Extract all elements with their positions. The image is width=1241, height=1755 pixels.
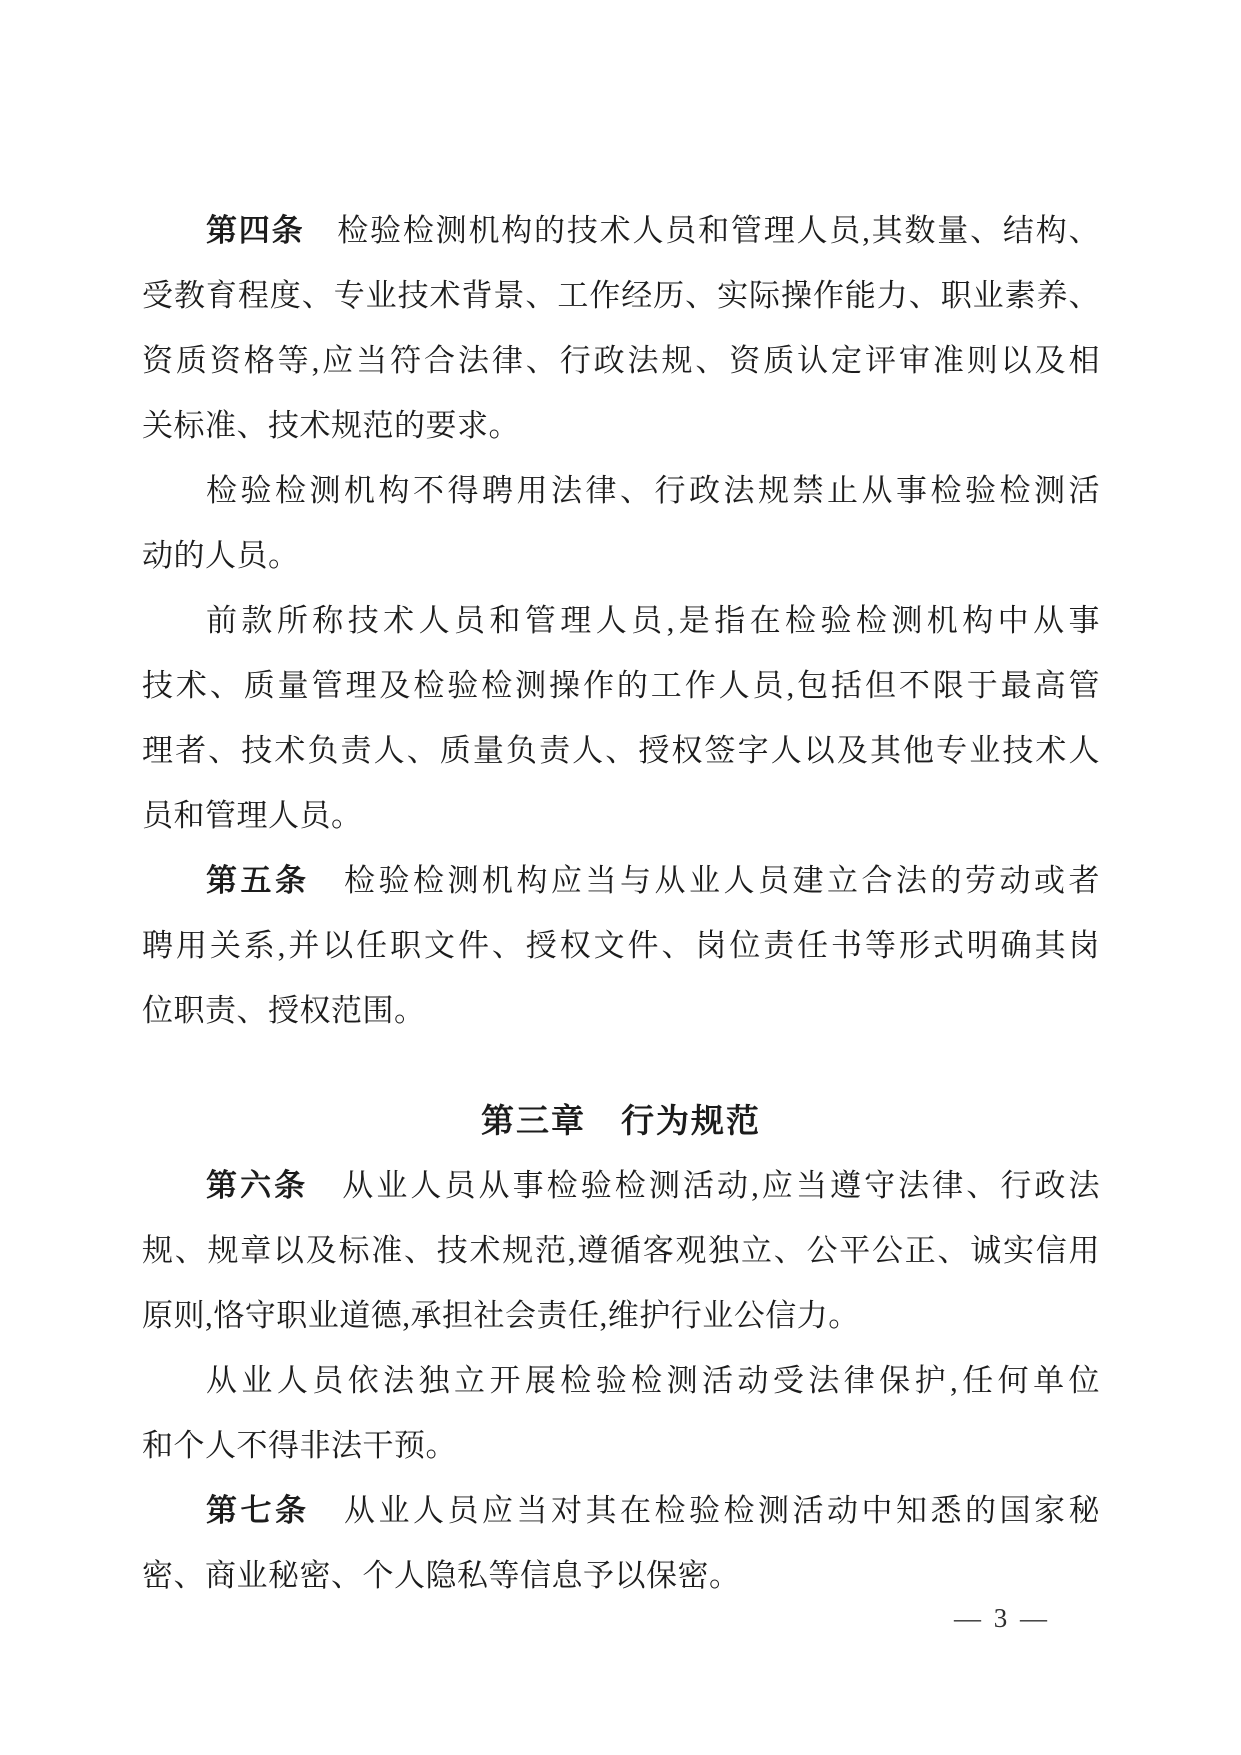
line-text: 原则,恪守职业道德,承担社会责任,维护行业公信力。 — [142, 1298, 860, 1333]
text-line — [142, 848, 1100, 913]
line-text: 技术、质量管理及检验检测操作的工作人员,包括但不限于最高管 — [142, 668, 1100, 703]
line-text: 从业人员从事检验检测活动,应当遵守法律、行政法 — [308, 1168, 1100, 1203]
line-text: 动的人员。 — [142, 538, 300, 573]
line-text: 从业人员依法独立开展检验检测活动受法律保护,任何单位 — [206, 1363, 1100, 1398]
line-text: 和个人不得非法干预。 — [142, 1428, 457, 1463]
line-text: 检验检测机构的技术人员和管理人员,其数量、结构、 — [304, 213, 1101, 248]
document-lines — [142, 198, 1100, 1608]
text-line — [142, 913, 1100, 978]
text-line — [142, 198, 1100, 263]
line-text: 受教育程度、专业技术背景、工作经历、实际操作能力、职业素养、 — [142, 278, 1100, 313]
text-line — [142, 1153, 1100, 1218]
text-line — [142, 523, 1100, 588]
line-text: 资质资格等,应当符合法律、行政法规、资质认定评审准则以及相 — [142, 343, 1100, 378]
line-text: 前款所称技术人员和管理人员,是指在检验检测机构中从事 — [206, 603, 1100, 638]
chapter-heading: 第三章 行为规范 — [481, 1102, 761, 1139]
text-line — [142, 978, 1100, 1043]
page-number: — 3 — — [954, 1603, 1050, 1633]
text-line — [142, 263, 1100, 328]
line-text: 检验检测机构不得聘用法律、行政法规禁止从事检验检测活 — [206, 473, 1100, 508]
text-line — [142, 653, 1100, 718]
line-text: 理者、技术负责人、质量负责人、授权签字人以及其他专业技术人 — [142, 733, 1100, 768]
text-line — [142, 1478, 1100, 1543]
text-line — [142, 1543, 1100, 1608]
line-text: 员和管理人员。 — [142, 798, 363, 833]
text-line — [142, 783, 1100, 848]
text-line — [142, 1413, 1100, 1478]
line-text: 规、规章以及标准、技术规范,遵循客观独立、公平公正、诚实信用 — [142, 1233, 1100, 1268]
article-number: 第七条 — [206, 1493, 310, 1528]
article-number: 第四条 — [206, 213, 305, 248]
text-line — [142, 458, 1100, 523]
line-text: 关标准、技术规范的要求。 — [142, 408, 520, 443]
article-number: 第五条 — [206, 863, 310, 898]
line-text: 密、商业秘密、个人隐私等信息予以保密。 — [142, 1558, 741, 1593]
text-line — [142, 328, 1100, 393]
text-line — [142, 718, 1100, 783]
line-text: 聘用关系,并以任职文件、授权文件、岗位责任书等形式明确其岗 — [142, 928, 1100, 963]
text-line — [142, 1218, 1100, 1283]
text-line — [142, 588, 1100, 653]
line-text: 检验检测机构应当与从业人员建立合法的劳动或者 — [309, 863, 1100, 898]
article-number: 第六条 — [206, 1168, 309, 1203]
text-line — [142, 1348, 1100, 1413]
line-text: 从业人员应当对其在检验检测活动中知悉的国家秘 — [309, 1493, 1100, 1528]
text-line — [142, 393, 1100, 458]
line-text: 位职责、授权范围。 — [142, 993, 426, 1028]
text-line — [142, 1283, 1100, 1348]
